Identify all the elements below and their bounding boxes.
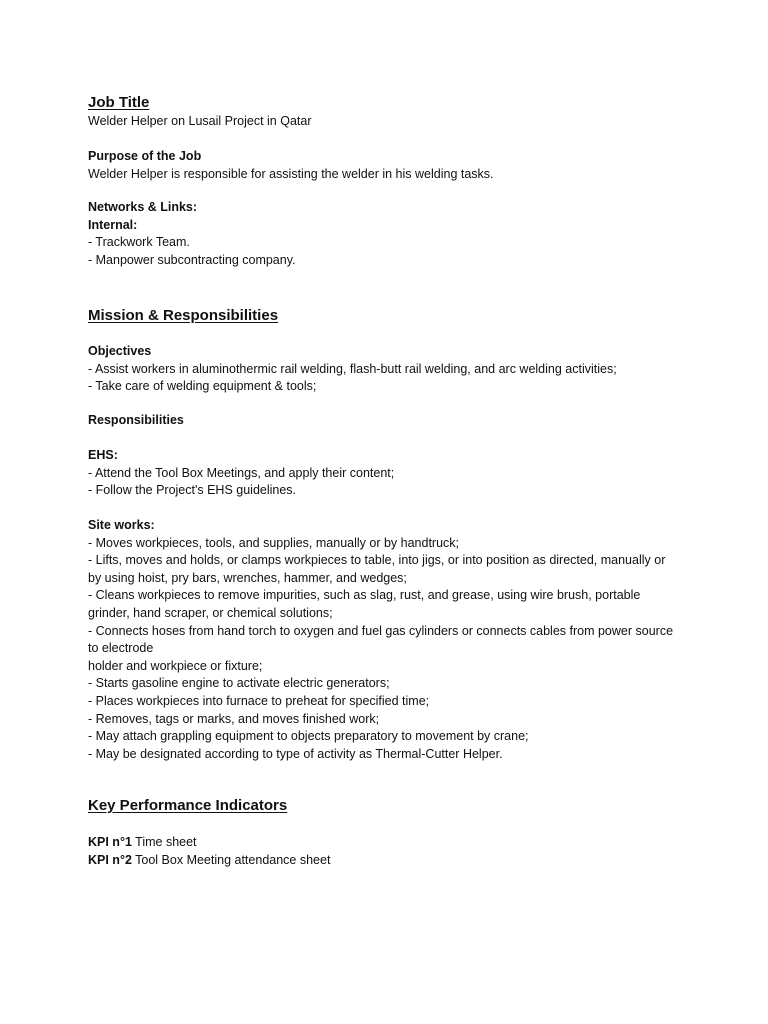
site-works-line: to electrode (88, 641, 154, 656)
kpi-label: KPI n°1 (88, 835, 132, 849)
site-works-line: by using hoist, pry bars, wrenches, hammer, and wedges; (88, 570, 407, 585)
objective-item: - Assist workers in aluminothermic rail welding, flash-butt rail welding, and arc welding activities; (88, 361, 617, 376)
kpi-text: Tool Box Meeting attendance sheet (131, 852, 331, 867)
kpi-item (88, 852, 688, 870)
kpi-item (88, 834, 688, 852)
site-works-line: - Starts gasoline engine to activate electric generators; (88, 676, 390, 691)
site-works-line: - Lifts, moves and holds, or clamps workpieces to table, into jigs, or into position as directed, manually or (88, 553, 666, 568)
site-works-line: - Cleans workpieces to remove impurities, such as slag, rust, and grease, using wire brush, portable (88, 588, 641, 603)
site-works-section (88, 517, 688, 763)
mission-heading: Mission & Responsibilities (88, 307, 279, 324)
kpi-section (88, 796, 688, 816)
kpi-heading: Key Performance Indicators (88, 797, 288, 814)
site-works-line: - May be designated according to type of activity as Thermal-Cutter Helper. (88, 746, 503, 761)
purpose-section (88, 148, 688, 183)
kpi-label: KPI n°2 (88, 852, 132, 867)
site-works-line: holder and workpiece or fixture; (88, 658, 263, 673)
site-works-line: - Connects hoses from hand torch to oxygen and fuel gas cylinders or connects cables from power source (88, 623, 674, 638)
ehs-section (88, 447, 688, 500)
site-works-label: Site works: (88, 518, 155, 532)
objective-item: - Take care of welding equipment & tools; (88, 379, 317, 394)
objectives-label: Objectives (88, 344, 152, 358)
purpose-label: Purpose of the Job (88, 149, 202, 163)
job-title-heading: Job Title (88, 94, 150, 111)
objectives-section (88, 343, 688, 396)
responsibilities-section (88, 412, 688, 430)
ehs-label: EHS: (88, 448, 118, 462)
kpi-text: Time sheet (131, 835, 197, 849)
kpi-list (88, 834, 688, 869)
responsibilities-label: Responsibilities (88, 413, 184, 427)
site-works-line: - Moves workpieces, tools, and supplies, manually or by handtruck; (88, 535, 460, 550)
site-works-line: - May attach grappling equipment to objects preparatory to movement by crane; (88, 729, 529, 744)
purpose-text: Welder Helper is responsible for assisting the welder in his welding tasks. (88, 166, 494, 181)
site-works-line: - Removes, tags or marks, and moves finished work; (88, 711, 380, 726)
job-title-text: Welder Helper on Lusail Project in Qatar (88, 114, 312, 128)
networks-section (88, 199, 688, 269)
network-item: - Trackwork Team. (88, 235, 190, 250)
site-works-line: - Places workpieces into furnace to preheat for specified time; (88, 693, 430, 708)
site-works-line: grinder, hand scraper, or chemical solutions; (88, 605, 333, 620)
networks-label: Networks & Links: (88, 200, 198, 214)
network-item: - Manpower subcontracting company. (88, 252, 296, 267)
internal-label: Internal: (88, 217, 138, 232)
job-title-section (88, 93, 688, 131)
ehs-item: - Attend the Tool Box Meetings, and apply their content; (88, 465, 395, 480)
ehs-item: - Follow the Project's EHS guidelines. (88, 483, 297, 498)
mission-section (88, 306, 688, 326)
